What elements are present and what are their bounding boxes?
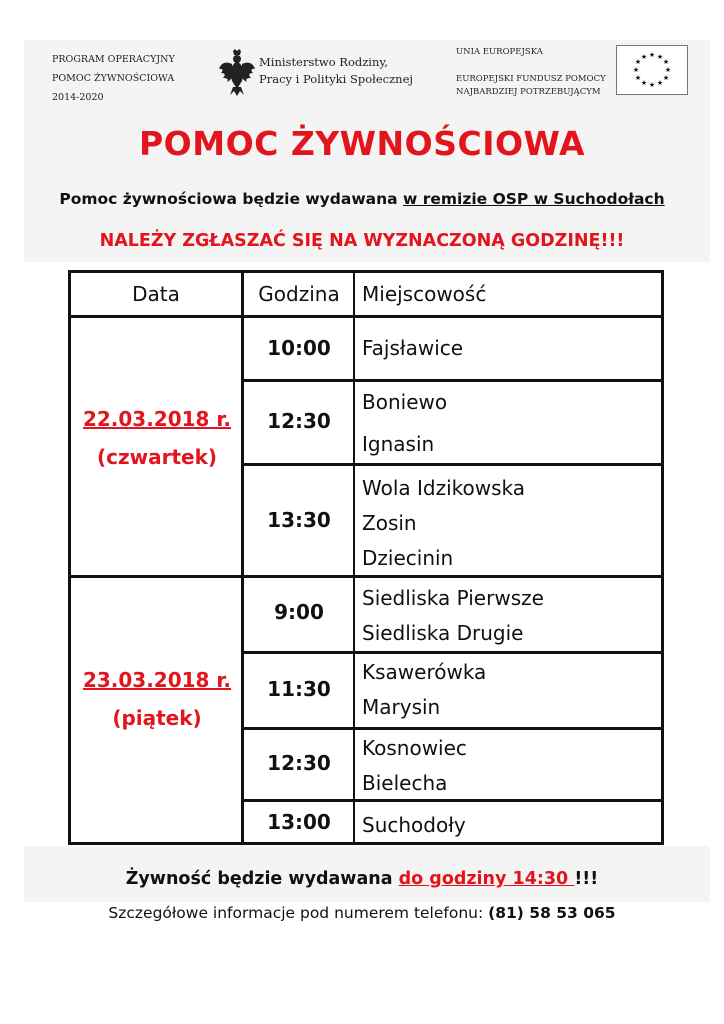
slot-time: 10:00 <box>267 336 331 360</box>
slot-place: Kosnowiec <box>362 736 467 760</box>
header-divider <box>71 315 661 318</box>
footer-deadline <box>0 866 724 892</box>
svg-text:★: ★ <box>662 58 670 66</box>
ministry-logo-text <box>259 54 413 88</box>
slot-place: Zosin <box>362 511 417 535</box>
program-line-1: PROGRAM OPERACYJNY <box>52 54 175 65</box>
slot-place: Suchodoły <box>362 813 466 837</box>
page-title: POMOC ŻYWNOŚCIOWA <box>138 124 585 163</box>
day-weekday: (piątek) <box>112 706 202 730</box>
slot-time: 13:30 <box>267 508 331 532</box>
footer-contact <box>0 901 724 925</box>
svg-text:★: ★ <box>662 74 670 82</box>
slot-time: 13:00 <box>267 810 331 834</box>
program-line-3: 2014-2020 <box>52 92 104 103</box>
eu-fund-label <box>456 73 606 99</box>
footer-phone: (81) 58 53 065 <box>488 904 616 922</box>
footer-deadline-suffix: !!! <box>574 869 599 889</box>
slot-place: Wola Idzikowska <box>362 476 526 500</box>
footer-deadline-time: do godziny 14:30 <box>398 869 575 889</box>
slot-divider <box>241 379 661 382</box>
svg-text:★: ★ <box>640 53 648 61</box>
slot-divider <box>241 799 661 802</box>
eu-fund-line-2: NAJBARDZIEJ POTRZEBUJĄCYM <box>456 87 601 97</box>
svg-text:★: ★ <box>632 66 640 74</box>
schedule-table <box>68 270 664 845</box>
footer-contact-prefix: Szczegółowe informacje pod numerem telefonu: <box>108 904 489 922</box>
svg-text:★: ★ <box>648 81 656 89</box>
slot-place: Siedliska Pierwsze <box>362 586 544 610</box>
slot-time: 12:30 <box>267 409 331 433</box>
footer-deadline-prefix: Żywność będzie wydawana <box>125 869 399 889</box>
day-date: 23.03.2018 r. <box>82 668 232 692</box>
ministry-line-1: Ministerstwo Rodziny, <box>259 55 389 69</box>
eu-flag-icon <box>616 45 688 95</box>
slot-divider <box>241 463 661 466</box>
svg-text:★: ★ <box>656 79 664 87</box>
day-weekday: (czwartek) <box>96 445 218 469</box>
header-time: Godzina <box>258 282 340 306</box>
svg-text:★: ★ <box>656 53 664 61</box>
slot-place: Marysin <box>362 695 441 719</box>
polish-eagle-icon <box>218 49 256 97</box>
header-date: Data <box>132 282 180 306</box>
program-logo <box>52 50 175 107</box>
slot-time: 11:30 <box>267 677 331 701</box>
day-date: 22.03.2018 r. <box>82 407 232 431</box>
subtitle-prefix: Pomoc żywnościowa będzie wydawana <box>59 190 404 208</box>
slot-place: Fajsławice <box>362 336 464 360</box>
day-date-cell <box>71 661 243 737</box>
slot-place: Ksawerówka <box>362 660 487 684</box>
subtitle-location: w remizie OSP w Suchodołach <box>403 190 665 208</box>
eu-union-label: UNIA EUROPEJSKA <box>456 47 543 57</box>
svg-text:★: ★ <box>634 58 642 66</box>
slot-place: Ignasin <box>362 432 435 456</box>
slot-place: Dziecinin <box>362 546 454 570</box>
slot-time: 12:30 <box>267 751 331 775</box>
slot-place: Bielecha <box>362 771 448 795</box>
svg-text:★: ★ <box>648 51 656 59</box>
slot-place: Siedliska Drugie <box>362 621 524 645</box>
notice-banner: NALEŻY ZGŁASZAĆ SIĘ NA WYZNACZONĄ GODZINĘ!!! <box>99 231 625 251</box>
slot-time: 9:00 <box>274 600 324 624</box>
program-line-2: POMOC ŻYWNOŚCIOWA <box>52 73 175 84</box>
svg-text:★: ★ <box>664 66 672 74</box>
eu-fund-line-1: EUROPEJSKI FUNDUSZ POMOCY <box>456 74 606 84</box>
ministry-line-2: Pracy i Polityki Społecznej <box>259 72 413 86</box>
subtitle <box>0 187 724 211</box>
slot-place: Boniewo <box>362 390 448 414</box>
svg-text:★: ★ <box>640 79 648 87</box>
day-date-cell <box>71 400 243 476</box>
header-place: Miejscowość <box>362 282 487 306</box>
svg-text:★: ★ <box>634 74 642 82</box>
